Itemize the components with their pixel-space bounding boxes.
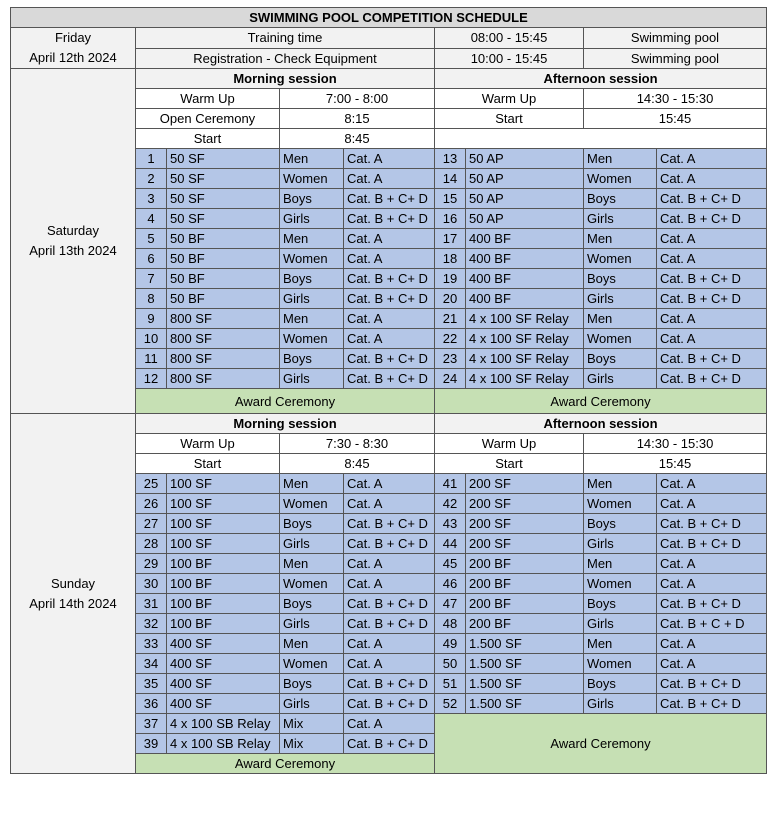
saturday-day-label: Saturday xyxy=(46,223,100,238)
event-group: Girls xyxy=(584,369,657,389)
event-number: 26 xyxy=(136,494,167,514)
event-name: 800 SF xyxy=(167,329,280,349)
sunday-day-label: Sunday xyxy=(50,575,96,591)
event-category: Cat. B + C+ D xyxy=(344,694,435,714)
event-category: Cat. A xyxy=(344,494,435,514)
sunday-date-label: April 14th 2024 xyxy=(29,595,117,611)
event-name: 100 SF xyxy=(167,474,280,494)
event-name: 200 BF xyxy=(466,574,584,594)
event-category: Cat. B + C+ D xyxy=(344,534,435,554)
event-category: Cat. B + C+ D xyxy=(657,289,767,309)
event-name: 4 x 100 SB Relay xyxy=(167,734,280,754)
event-category: Cat. B + C + D xyxy=(657,614,767,634)
event-number: 32 xyxy=(136,614,167,634)
event-category: Cat. B + C+ D xyxy=(657,369,767,389)
event-number: 51 xyxy=(435,674,466,694)
event-name: 50 SF xyxy=(167,169,280,189)
event-category: Cat. B + C+ D xyxy=(657,674,767,694)
event-name: 400 SF xyxy=(167,674,280,694)
event-category: Cat. A xyxy=(657,309,767,329)
start-time: 15:45 xyxy=(584,454,767,474)
event-category: Cat. A xyxy=(344,329,435,349)
event-number: 5 xyxy=(136,229,167,249)
event-number: 46 xyxy=(435,574,466,594)
sunday-day-cell xyxy=(11,414,136,774)
event-name: 100 BF xyxy=(167,574,280,594)
event-category: Cat. A xyxy=(657,474,767,494)
event-category: Cat. A xyxy=(344,574,435,594)
event-group: Men xyxy=(280,474,344,494)
event-number: 4 xyxy=(136,209,167,229)
event-name: 4 x 100 SF Relay xyxy=(466,349,584,369)
event-group: Men xyxy=(584,474,657,494)
open-ceremony-time: 8:15 xyxy=(280,109,435,129)
event-name: 400 SF xyxy=(167,634,280,654)
start-label: Start xyxy=(435,109,584,129)
event-name: 1.500 SF xyxy=(466,654,584,674)
event-category: Cat. A xyxy=(344,309,435,329)
event-group: Boys xyxy=(584,674,657,694)
event-name: 400 BF xyxy=(466,289,584,309)
event-group: Boys xyxy=(280,269,344,289)
event-name: 4 x 100 SF Relay xyxy=(466,369,584,389)
event-name: 100 BF xyxy=(167,594,280,614)
event-category: Cat. A xyxy=(657,554,767,574)
event-category: Cat. B + C+ D xyxy=(344,514,435,534)
event-number: 42 xyxy=(435,494,466,514)
event-number: 13 xyxy=(435,149,466,169)
event-group: Women xyxy=(584,574,657,594)
friday-activity: Registration - Check Equipment xyxy=(136,48,435,69)
event-number: 6 xyxy=(136,249,167,269)
event-number: 9 xyxy=(136,309,167,329)
event-category: Cat. B + C+ D xyxy=(344,269,435,289)
event-number: 12 xyxy=(136,369,167,389)
sunday-session-header-row xyxy=(11,414,767,434)
event-group: Women xyxy=(280,654,344,674)
event-number: 45 xyxy=(435,554,466,574)
event-name: 1.500 SF xyxy=(466,634,584,654)
event-name: 400 BF xyxy=(466,229,584,249)
event-category: Cat. A xyxy=(344,634,435,654)
event-group: Women xyxy=(584,329,657,349)
event-number: 2 xyxy=(136,169,167,189)
start-time: 8:45 xyxy=(280,129,435,149)
event-number: 21 xyxy=(435,309,466,329)
warmup-label: Warm Up xyxy=(136,434,280,454)
event-number: 1 xyxy=(136,149,167,169)
event-number: 52 xyxy=(435,694,466,714)
event-category: Cat. A xyxy=(344,229,435,249)
event-category: Cat. B + C+ D xyxy=(344,734,435,754)
event-name: 100 SF xyxy=(167,514,280,534)
event-category: Cat. B + C+ D xyxy=(657,534,767,554)
event-group: Boys xyxy=(280,349,344,369)
event-number: 31 xyxy=(136,594,167,614)
event-group: Boys xyxy=(584,594,657,614)
event-name: 200 SF xyxy=(466,534,584,554)
event-group: Women xyxy=(280,574,344,594)
event-category: Cat. A xyxy=(657,169,767,189)
event-name: 1.500 SF xyxy=(466,694,584,714)
event-name: 100 SF xyxy=(167,494,280,514)
event-name: 50 AP xyxy=(466,209,584,229)
event-number: 22 xyxy=(435,329,466,349)
event-group: Men xyxy=(584,229,657,249)
event-name: 50 BF xyxy=(167,249,280,269)
event-group: Boys xyxy=(280,594,344,614)
event-category: Cat. B + C+ D xyxy=(344,289,435,309)
warmup-label: Warm Up xyxy=(435,434,584,454)
event-category: Cat. A xyxy=(657,229,767,249)
event-group: Boys xyxy=(280,674,344,694)
saturday-morning-header: Morning session xyxy=(136,69,435,89)
start-label: Start xyxy=(435,454,584,474)
open-ceremony-label: Open Ceremony xyxy=(136,109,280,129)
friday-date-label: April 12th 2024 xyxy=(29,50,117,65)
event-name: 50 BF xyxy=(167,289,280,309)
event-name: 400 SF xyxy=(167,654,280,674)
event-name: 100 BF xyxy=(167,554,280,574)
event-group: Girls xyxy=(280,369,344,389)
event-number: 41 xyxy=(435,474,466,494)
event-category: Cat. A xyxy=(657,149,767,169)
event-number: 24 xyxy=(435,369,466,389)
event-name: 1.500 SF xyxy=(466,674,584,694)
event-number: 43 xyxy=(435,514,466,534)
friday-time: 08:00 - 15:45 xyxy=(435,28,584,49)
event-name: 100 BF xyxy=(167,614,280,634)
event-group: Girls xyxy=(584,694,657,714)
event-number: 11 xyxy=(136,349,167,369)
event-group: Women xyxy=(584,494,657,514)
event-number: 27 xyxy=(136,514,167,534)
event-group: Mix xyxy=(280,714,344,734)
event-name: 200 BF xyxy=(466,554,584,574)
event-group: Men xyxy=(280,229,344,249)
friday-day-label: Friday xyxy=(54,30,92,45)
saturday-session-header-row xyxy=(11,69,767,89)
schedule-title: SWIMMING POOL COMPETITION SCHEDULE xyxy=(11,8,767,28)
event-group: Girls xyxy=(584,614,657,634)
event-number: 35 xyxy=(136,674,167,694)
event-number: 20 xyxy=(435,289,466,309)
event-group: Women xyxy=(584,169,657,189)
event-number: 33 xyxy=(136,634,167,654)
sunday-afternoon-header: Afternoon session xyxy=(435,414,767,434)
event-name: 800 SF xyxy=(167,349,280,369)
award-ceremony: Award Ceremony xyxy=(136,754,435,774)
event-name: 50 BF xyxy=(167,269,280,289)
event-group: Women xyxy=(584,654,657,674)
event-group: Men xyxy=(280,309,344,329)
event-group: Girls xyxy=(584,289,657,309)
event-category: Cat. A xyxy=(344,714,435,734)
event-number: 3 xyxy=(136,189,167,209)
event-name: 50 SF xyxy=(167,149,280,169)
event-category: Cat. B + C+ D xyxy=(657,189,767,209)
warmup-time: 7:00 - 8:00 xyxy=(280,89,435,109)
event-number: 19 xyxy=(435,269,466,289)
event-category: Cat. B + C+ D xyxy=(344,349,435,369)
event-category: Cat. B + C+ D xyxy=(657,694,767,714)
event-category: Cat. B + C+ D xyxy=(344,674,435,694)
event-category: Cat. B + C+ D xyxy=(344,209,435,229)
event-group: Boys xyxy=(584,269,657,289)
event-number: 39 xyxy=(136,734,167,754)
event-category: Cat. A xyxy=(657,574,767,594)
event-category: Cat. A xyxy=(344,654,435,674)
event-number: 8 xyxy=(136,289,167,309)
event-number: 30 xyxy=(136,574,167,594)
event-group: Women xyxy=(280,169,344,189)
event-group: Girls xyxy=(280,289,344,309)
event-name: 50 BF xyxy=(167,229,280,249)
event-number: 25 xyxy=(136,474,167,494)
event-number: 14 xyxy=(435,169,466,189)
friday-place: Swimming pool xyxy=(584,48,767,69)
event-name: 50 SF xyxy=(167,209,280,229)
saturday-day-cell xyxy=(11,69,136,414)
event-group: Women xyxy=(280,249,344,269)
event-group: Boys xyxy=(584,514,657,534)
event-name: 800 SF xyxy=(167,369,280,389)
event-group: Women xyxy=(280,494,344,514)
event-number: 36 xyxy=(136,694,167,714)
competition-schedule-table xyxy=(10,7,767,774)
event-number: 18 xyxy=(435,249,466,269)
event-group: Men xyxy=(584,554,657,574)
event-number: 17 xyxy=(435,229,466,249)
event-group: Boys xyxy=(584,189,657,209)
event-name: 4 x 100 SB Relay xyxy=(167,714,280,734)
event-group: Mix xyxy=(280,734,344,754)
warmup-label: Warm Up xyxy=(136,89,280,109)
event-number: 15 xyxy=(435,189,466,209)
event-category: Cat. A xyxy=(657,494,767,514)
event-group: Boys xyxy=(280,514,344,534)
event-name: 50 SF xyxy=(167,189,280,209)
event-name: 200 BF xyxy=(466,614,584,634)
event-group: Girls xyxy=(280,534,344,554)
event-name: 100 SF xyxy=(167,534,280,554)
sunday-morning-header: Morning session xyxy=(136,414,435,434)
event-number: 37 xyxy=(136,714,167,734)
event-category: Cat. B + C+ D xyxy=(344,189,435,209)
event-category: Cat. A xyxy=(657,654,767,674)
event-group: Men xyxy=(584,149,657,169)
event-number: 28 xyxy=(136,534,167,554)
friday-day-cell xyxy=(11,28,136,69)
award-ceremony: Award Ceremony xyxy=(136,389,435,414)
event-group: Girls xyxy=(280,614,344,634)
event-category: Cat. B + C+ D xyxy=(344,369,435,389)
event-name: 4 x 100 SF Relay xyxy=(466,309,584,329)
event-name: 4 x 100 SF Relay xyxy=(466,329,584,349)
event-group: Men xyxy=(280,634,344,654)
saturday-afternoon-header: Afternoon session xyxy=(435,69,767,89)
event-category: Cat. A xyxy=(344,249,435,269)
event-name: 200 SF xyxy=(466,494,584,514)
event-number: 49 xyxy=(435,634,466,654)
start-label: Start xyxy=(136,129,280,149)
warmup-time: 7:30 - 8:30 xyxy=(280,434,435,454)
event-group: Girls xyxy=(280,209,344,229)
event-group: Girls xyxy=(584,209,657,229)
award-ceremony: Award Ceremony xyxy=(435,714,767,774)
event-group: Men xyxy=(280,554,344,574)
event-name: 400 BF xyxy=(466,269,584,289)
event-name: 400 SF xyxy=(167,694,280,714)
event-name: 400 BF xyxy=(466,249,584,269)
start-time: 8:45 xyxy=(280,454,435,474)
event-group: Men xyxy=(280,149,344,169)
event-name: 50 AP xyxy=(466,189,584,209)
warmup-time: 14:30 - 15:30 xyxy=(584,434,767,454)
event-number: 7 xyxy=(136,269,167,289)
event-group: Girls xyxy=(280,694,344,714)
event-number: 10 xyxy=(136,329,167,349)
event-category: Cat. A xyxy=(344,149,435,169)
event-category: Cat. B + C+ D xyxy=(657,269,767,289)
event-number: 23 xyxy=(435,349,466,369)
event-category: Cat. A xyxy=(657,329,767,349)
event-number: 34 xyxy=(136,654,167,674)
event-name: 200 SF xyxy=(466,474,584,494)
event-category: Cat. B + C+ D xyxy=(657,349,767,369)
event-number: 29 xyxy=(136,554,167,574)
event-number: 47 xyxy=(435,594,466,614)
event-category: Cat. A xyxy=(344,169,435,189)
friday-place: Swimming pool xyxy=(584,28,767,49)
saturday-date-label: April 13th 2024 xyxy=(29,243,117,258)
start-time: 15:45 xyxy=(584,109,767,129)
friday-time: 10:00 - 15:45 xyxy=(435,48,584,69)
event-group: Women xyxy=(280,329,344,349)
warmup-time: 14:30 - 15:30 xyxy=(584,89,767,109)
award-ceremony: Award Ceremony xyxy=(435,389,767,414)
event-category: Cat. B + C+ D xyxy=(344,594,435,614)
start-label: Start xyxy=(136,454,280,474)
warmup-label: Warm Up xyxy=(435,89,584,109)
event-number: 44 xyxy=(435,534,466,554)
event-group: Men xyxy=(584,634,657,654)
event-category: Cat. B + C+ D xyxy=(657,209,767,229)
event-name: 50 AP xyxy=(466,149,584,169)
event-group: Men xyxy=(584,309,657,329)
event-name: 50 AP xyxy=(466,169,584,189)
event-category: Cat. B + C+ D xyxy=(344,614,435,634)
event-number: 50 xyxy=(435,654,466,674)
event-category: Cat. A xyxy=(344,474,435,494)
event-category: Cat. A xyxy=(657,249,767,269)
event-name: 800 SF xyxy=(167,309,280,329)
event-group: Girls xyxy=(584,534,657,554)
friday-activity: Training time xyxy=(136,28,435,49)
event-category: Cat. A xyxy=(657,634,767,654)
empty-cell xyxy=(435,129,767,149)
event-group: Boys xyxy=(280,189,344,209)
event-name: 200 BF xyxy=(466,594,584,614)
event-category: Cat. B + C+ D xyxy=(657,594,767,614)
event-number: 16 xyxy=(435,209,466,229)
event-group: Women xyxy=(584,249,657,269)
event-name: 200 SF xyxy=(466,514,584,534)
event-number: 48 xyxy=(435,614,466,634)
event-category: Cat. A xyxy=(344,554,435,574)
event-group: Boys xyxy=(584,349,657,369)
event-category: Cat. B + C+ D xyxy=(657,514,767,534)
